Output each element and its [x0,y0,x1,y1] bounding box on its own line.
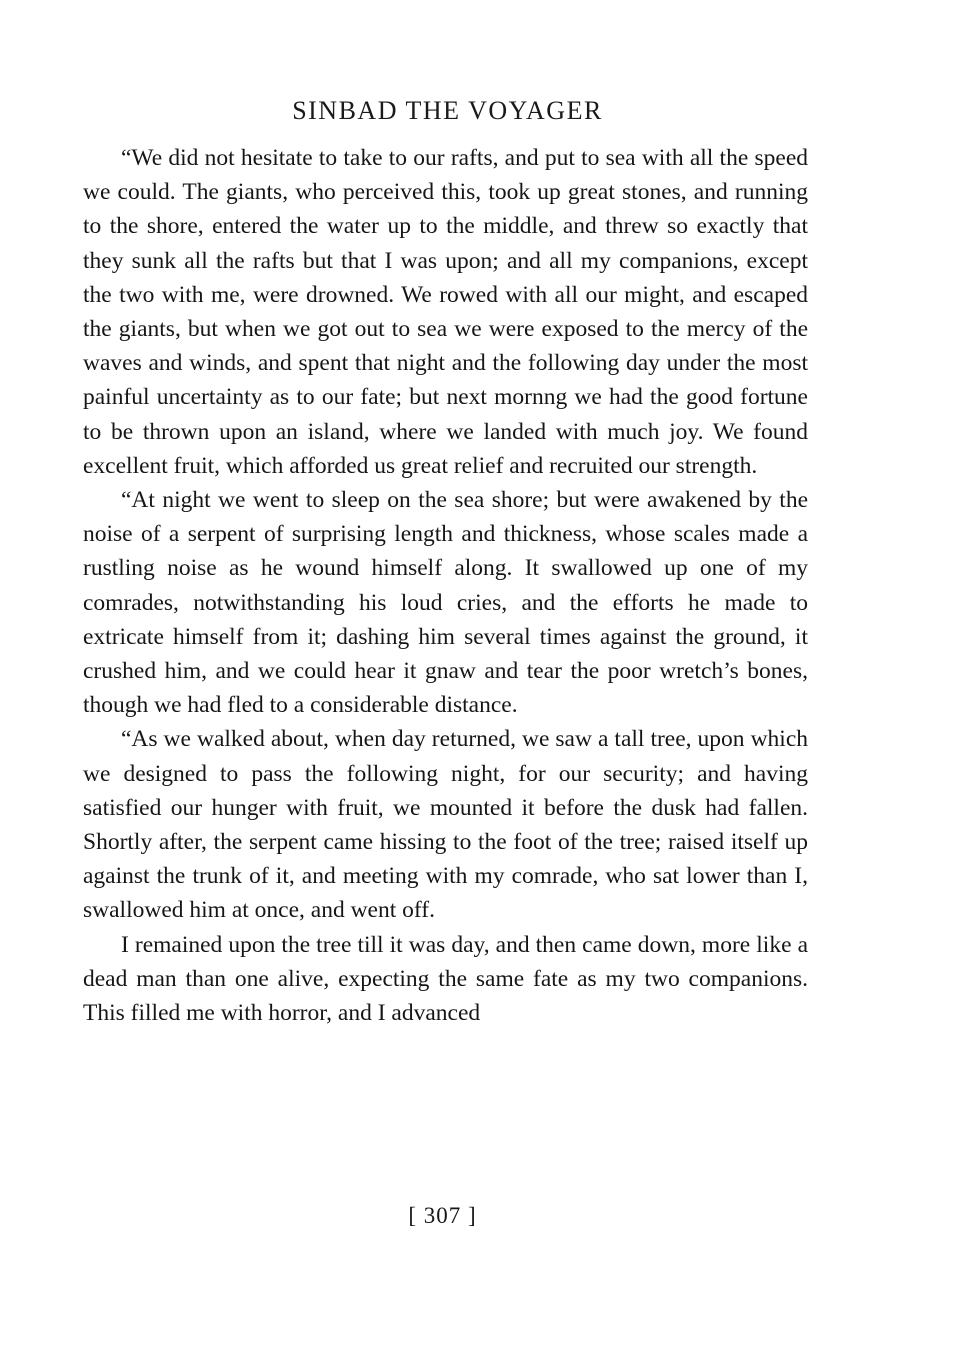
page-number: [ 307 ] [408,1203,477,1228]
paragraph: “We did not hesitate to take to our rafts, and put to sea with all the speed we could. The giants, who perceived this, took up great stones, and running to the shore, entered the water up to the middle, and threw so exactly that they sunk all the rafts but that I was upon; and all my companions, except the two with me, were drowned. We rowed with all our might, and escaped the giants, but when we got out to sea we were exposed to the mercy of the waves and winds, and spent that night and the following day under the most painful uncertainty as to our fate; but next mornng we had the good fortune to be thrown upon an island, where we landed with much joy. We found excellent fruit, which afforded us great relief and recruited our strength. [83,145,808,479]
paragraph: “At night we went to sleep on the sea shore; but were awakened by the noise of a serpent of surprising length and thickness, whose scales made a rustling noise as he wound himself along. It swallowed up one of my comrades, notwithstanding his loud cries, and the efforts he made to extricate himself from it; dashing him several times against the ground, it crushed him, and we could hear it gnaw and tear the poor wretch’s bones, though we had fled to a considerable distance. [83,487,808,719]
paragraph: I remained upon the tree till it was day, and then came down, more like a dead man than one alive, expecting the same fate as my two companions. This filled me with horror, and I advanced [83,931,808,1027]
paragraph: “As we walked about, when day returned, we saw a tall tree, upon which we designed to pass the following night, for our security; and having satisfied our hunger with fruit, we mounted it before the dusk had fallen. Shortly after, the serpent came hissing to the foot of the tree; raised itself up against the trunk of it, and meeting with my comrade, who sat lower than I, swallowed him at once, and went off. [83,726,808,924]
running-head: SINBAD THE VOYAGER [292,96,603,125]
body-text [83,141,808,1030]
